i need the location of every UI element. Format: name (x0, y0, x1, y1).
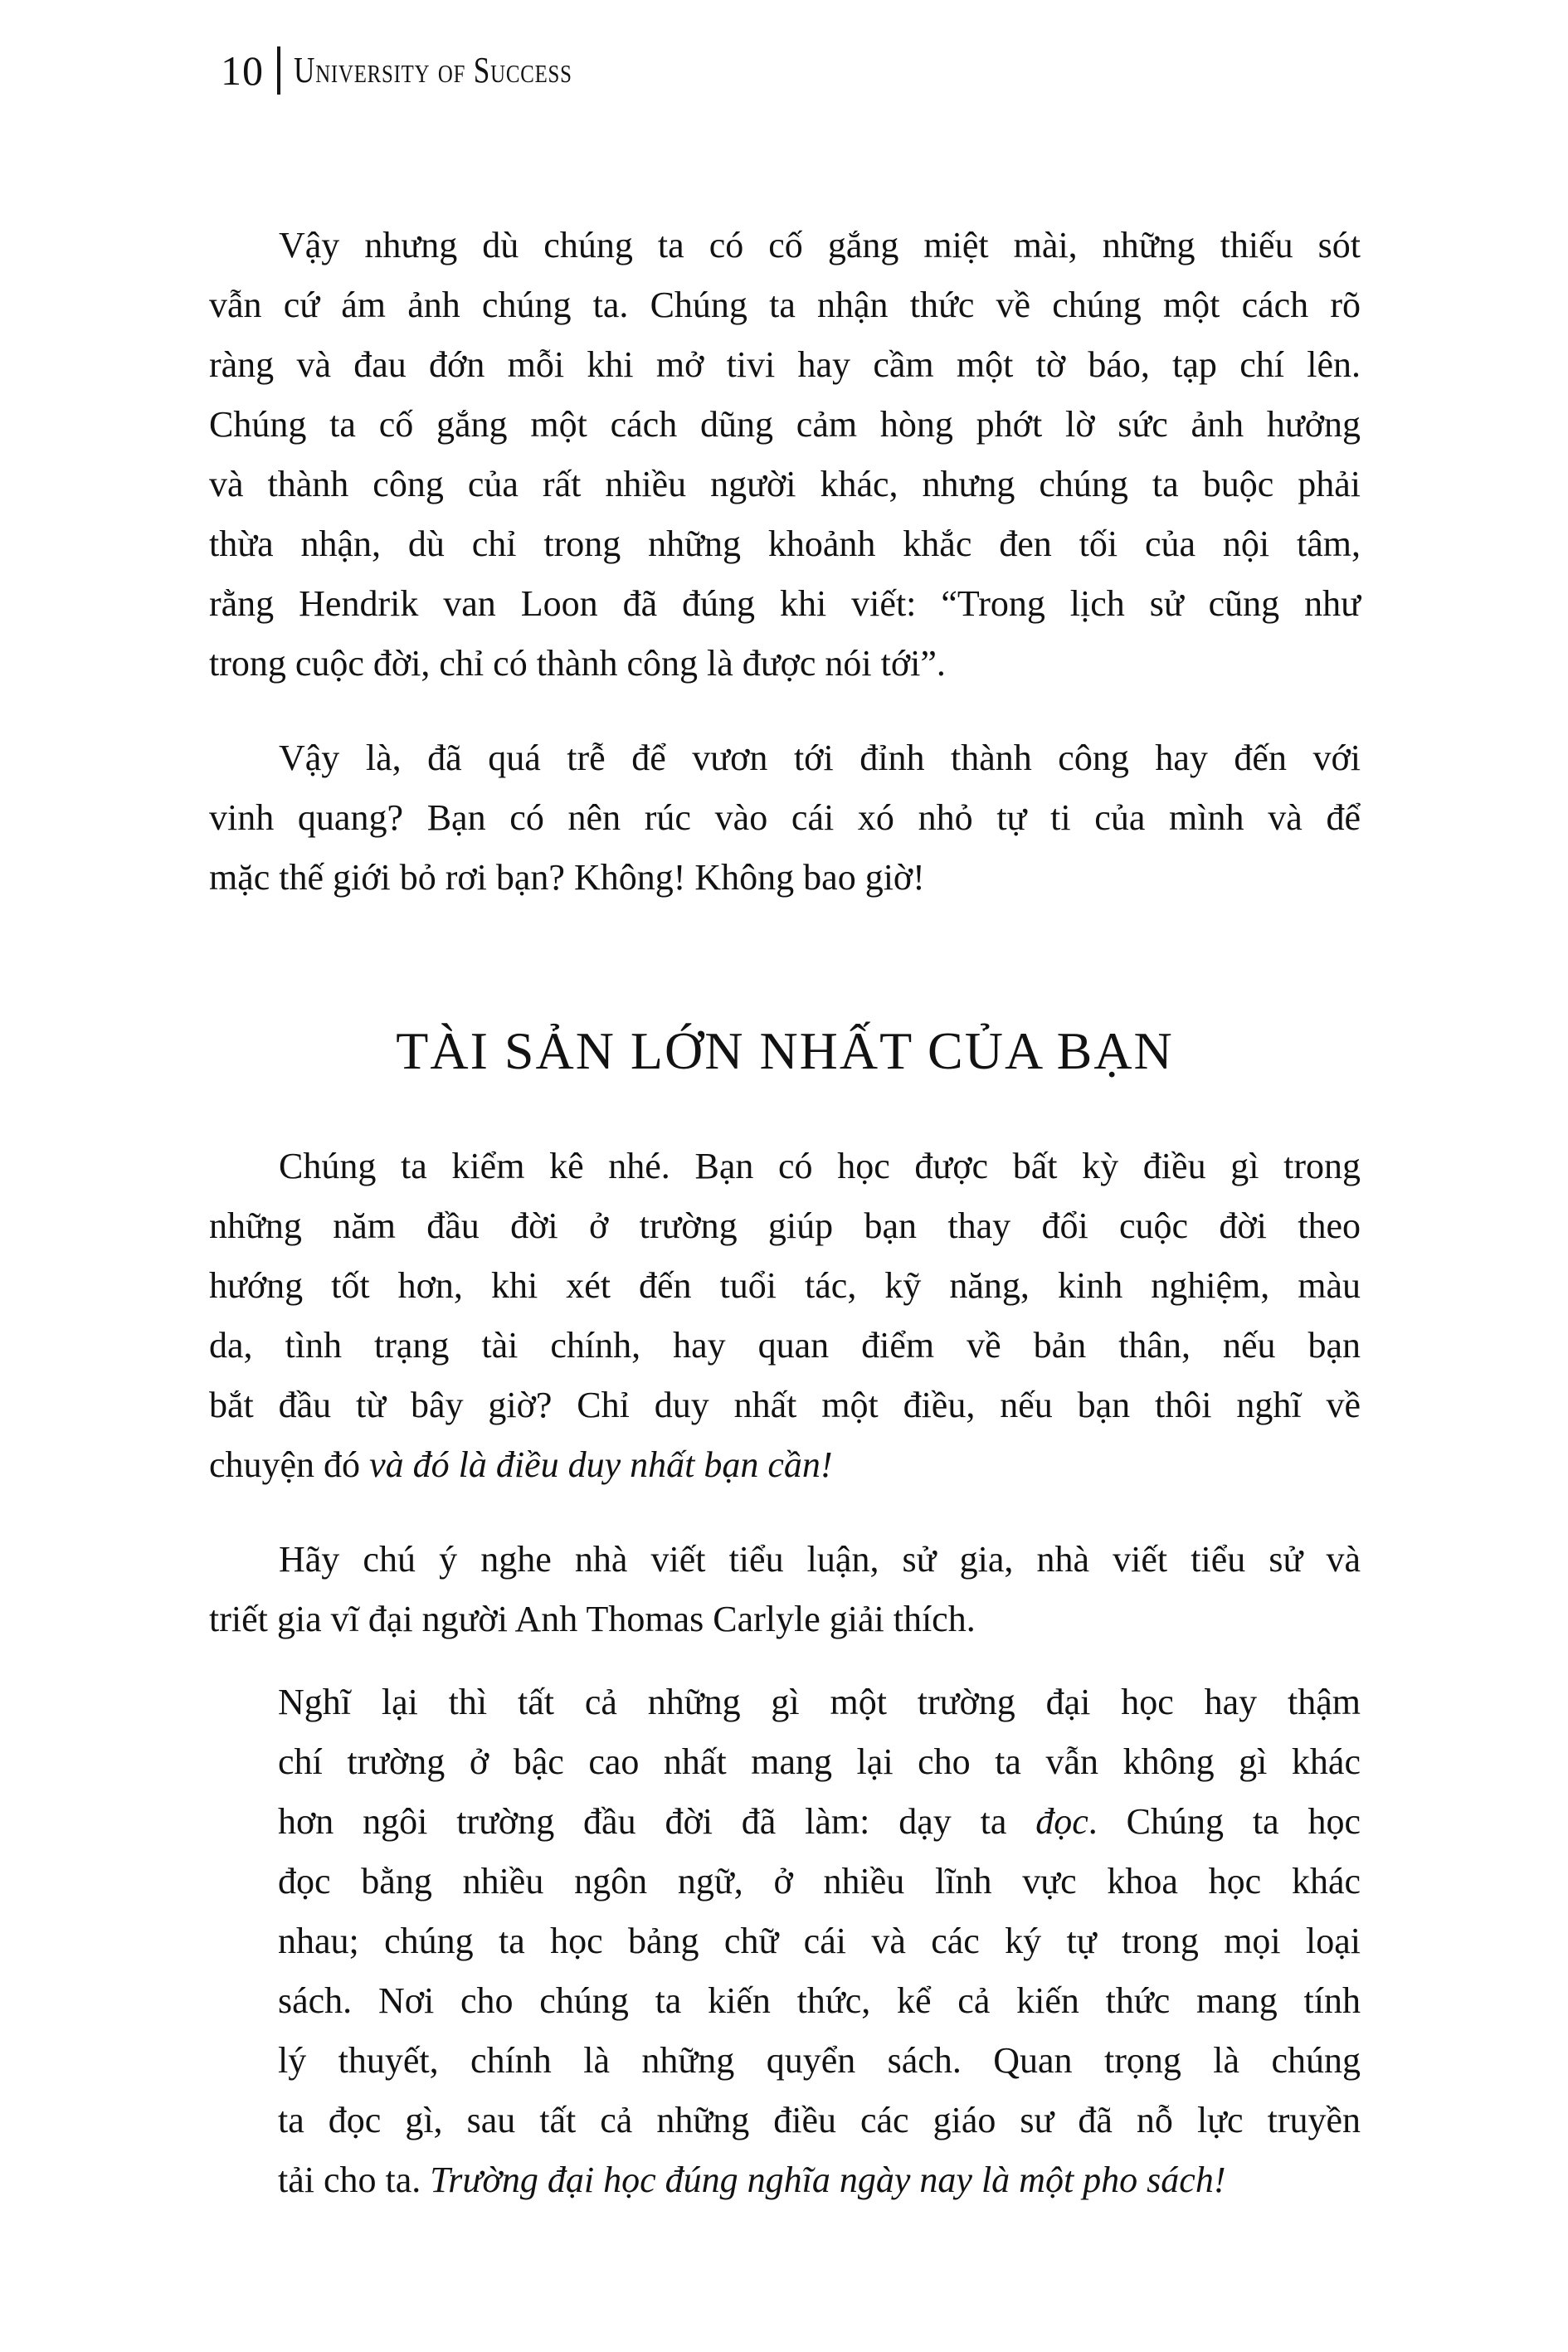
text-segment: triết gia vĩ đại người Anh Thomas Carlyle giải thích. (209, 1599, 976, 1639)
italic-text: đọc (1035, 1801, 1088, 1842)
text-line (209, 848, 1361, 908)
text-segment: Vậy nhưng dù chúng ta có cố gắng miệt mài, những thiếu sót (279, 225, 1361, 265)
text-line (209, 1435, 1361, 1495)
text-segment: Nghĩ lại thì tất cả những gì một trường đại học hay thậm (278, 1682, 1361, 1722)
text-line (209, 574, 1361, 634)
text-segment: Vậy là, đã quá trễ để vươn tới đỉnh thành công hay đến với (279, 738, 1361, 778)
paragraph-2 (209, 728, 1361, 908)
text-segment: đọc bằng nhiều ngôn ngữ, ở nhiều lĩnh vực khoa học khác (278, 1861, 1361, 1902)
text-line (209, 788, 1361, 848)
block-quote (278, 1673, 1361, 2210)
text-line (278, 1792, 1361, 1852)
italic-text: Trường đại học đúng nghĩa ngày nay là một pho sách! (430, 2160, 1226, 2200)
text-line (278, 1852, 1361, 1911)
text-segment: Hãy chú ý nghe nhà viết tiểu luận, sử gia, nhà viết tiểu sử và (279, 1539, 1361, 1580)
text-line (209, 1196, 1361, 1256)
text-segment: hướng tốt hơn, khi xét đến tuổi tác, kỹ năng, kinh nghiệm, màu (209, 1265, 1361, 1306)
text-line (278, 1911, 1361, 1971)
text-segment: vẫn cứ ám ảnh chúng ta. Chúng ta nhận thức về chúng một cách rõ (209, 285, 1361, 325)
italic-text: và đó là điều duy nhất bạn cần! (369, 1444, 833, 1485)
text-segment: và thành công của rất nhiều người khác, nhưng chúng ta buộc phải (209, 464, 1361, 504)
text-segment: mặc thế giới bỏ rơi bạn? Không! Không bao giờ! (209, 857, 925, 898)
section-heading: TÀI SẢN LỚN NHẤT CỦA BẠN (396, 1021, 1174, 1080)
text-segment: bắt đầu từ bây giờ? Chỉ duy nhất một điều, nếu bạn thôi nghĩ về (209, 1385, 1361, 1425)
text-segment: những năm đầu đời ở trường giúp bạn thay đổi cuộc đời theo (209, 1205, 1361, 1246)
text-segment: chuyện đó (209, 1444, 370, 1485)
text-line (209, 216, 1361, 275)
text-line (209, 275, 1361, 335)
text-line (209, 1590, 1361, 1649)
text-line (209, 728, 1361, 788)
text-segment: tải cho ta. (278, 2160, 431, 2200)
paragraph-1 (209, 216, 1361, 694)
text-segment: nhau; chúng ta học bảng chữ cái và các ký tự trong mọi loại (278, 1921, 1361, 1961)
text-segment: vinh quang? Bạn có nên rúc vào cái xó nhỏ tự ti của mình và để (209, 797, 1361, 838)
text-segment: hơn ngôi trường đầu đời đã làm: dạy ta (278, 1801, 1036, 1842)
header-divider (277, 46, 280, 95)
text-line (278, 1673, 1361, 1732)
text-line (278, 2091, 1361, 2150)
text-segment: Chúng ta cố gắng một cách dũng cảm hòng phớt lờ sức ảnh hưởng (209, 404, 1361, 445)
text-line (209, 1530, 1361, 1590)
text-segment: trong cuộc đời, chỉ có thành công là được nói tới”. (209, 643, 946, 684)
text-line (278, 1732, 1361, 1792)
paragraph-4 (209, 1530, 1361, 1649)
text-line (278, 1971, 1361, 2031)
text-segment: da, tình trạng tài chính, hay quan điểm về bản thân, nếu bạn (209, 1325, 1361, 1366)
text-line (209, 1376, 1361, 1435)
text-line (209, 634, 1361, 694)
text-segment: ta đọc gì, sau tất cả những điều các giáo sư đã nỗ lực truyền (278, 2100, 1361, 2140)
text-segment: ràng và đau đớn mỗi khi mở tivi hay cầm một tờ báo, tạp chí lên. (209, 344, 1361, 385)
text-segment: rằng Hendrik van Loon đã đúng khi viết: “Trong lịch sử cũng như (209, 583, 1361, 624)
text-line (209, 455, 1361, 514)
page-header (221, 46, 642, 95)
text-line (209, 1316, 1361, 1376)
text-line (278, 2031, 1361, 2091)
text-line (209, 514, 1361, 574)
text-segment: thừa nhận, dù chỉ trong những khoảnh khắc đen tối của nội tâm, (209, 523, 1361, 564)
book-title: University of Success (294, 50, 572, 90)
page-content (209, 216, 1361, 2210)
page-number: 10 (221, 47, 264, 94)
text-segment: sách. Nơi cho chúng ta kiến thức, kể cả kiến thức mang tính (278, 1980, 1361, 2021)
paragraph-3 (209, 1137, 1361, 1495)
text-line (209, 1137, 1361, 1196)
text-segment: Chúng ta kiểm kê nhé. Bạn có học được bất kỳ điều gì trong (279, 1146, 1361, 1186)
text-line (209, 1256, 1361, 1316)
text-segment: lý thuyết, chính là những quyển sách. Quan trọng là chúng (278, 2040, 1361, 2081)
text-segment: . Chúng ta học (1088, 1801, 1361, 1842)
text-line (209, 335, 1361, 395)
text-line (278, 2150, 1361, 2210)
text-segment: chí trường ở bậc cao nhất mang lại cho ta vẫn không gì khác (278, 1741, 1361, 1782)
text-line (209, 395, 1361, 455)
